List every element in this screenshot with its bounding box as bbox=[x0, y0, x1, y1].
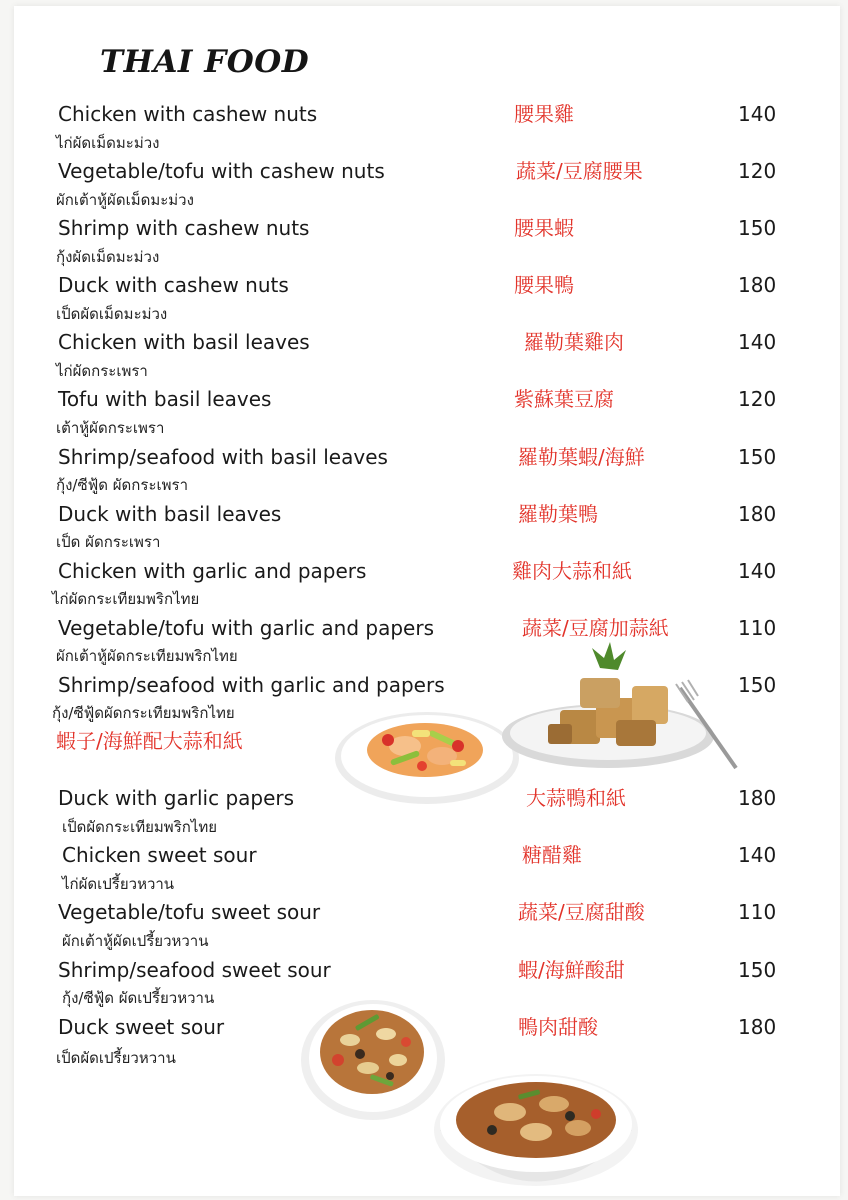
menu-title: THAI FOOD bbox=[100, 44, 310, 80]
item-name-en: Duck with garlic papers bbox=[58, 786, 295, 810]
item-name-en: Chicken with basil leaves bbox=[58, 330, 310, 354]
item-name-zh: 鴨肉甜酸 bbox=[518, 1015, 598, 1039]
item-price: 110 bbox=[738, 616, 777, 640]
item-price: 120 bbox=[738, 387, 777, 411]
item-price: 150 bbox=[738, 216, 777, 240]
item-name-zh: 糖醋雞 bbox=[522, 843, 582, 867]
item-name-en: Chicken sweet sour bbox=[62, 843, 257, 867]
item-name-zh: 羅勒葉雞肉 bbox=[524, 330, 624, 354]
item-name-zh: 蔬菜/豆腐加蒜紙 bbox=[522, 616, 669, 640]
item-name-en: Shrimp with cashew nuts bbox=[58, 216, 310, 240]
item-name-en: Chicken with garlic and papers bbox=[58, 559, 367, 583]
item-price: 150 bbox=[738, 958, 777, 982]
item-name-th: ผักเต้าหู้ผัดเม็ดมะม่วง bbox=[56, 191, 194, 209]
item-name-th: เป็ดผัดกระเทียมพริกไทย bbox=[62, 818, 218, 836]
item-name-th: เต้าหู้ผัดกระเพรา bbox=[56, 419, 165, 437]
item-price: 110 bbox=[738, 900, 777, 924]
item-name-zh: 腰果鴨 bbox=[514, 273, 574, 297]
item-name-en: Vegetable/tofu with garlic and papers bbox=[58, 616, 434, 640]
fried-tofu-photo bbox=[500, 640, 750, 775]
item-name-en: Shrimp/seafood with garlic and papers bbox=[58, 673, 445, 697]
item-name-zh: 羅勒葉鴨 bbox=[518, 502, 598, 526]
item-name-en: Vegetable/tofu sweet sour bbox=[58, 900, 321, 924]
chicken-stir-fry-bowl-photo bbox=[432, 1058, 640, 1196]
item-name-th: กุ้ง/ซีฟู้ด ผัดเปรี้ยวหวาน bbox=[62, 989, 215, 1007]
item-name-en: Duck sweet sour bbox=[58, 1015, 225, 1039]
item-name-th: ไก่ผัดกระเพรา bbox=[56, 362, 148, 380]
item-name-en: Duck with basil leaves bbox=[58, 502, 282, 526]
item-name-zh: 蔬菜/豆腐腰果 bbox=[516, 159, 643, 183]
item-name-zh: 雞肉大蒜和紙 bbox=[512, 559, 632, 583]
item-name-en: Shrimp/seafood sweet sour bbox=[58, 958, 331, 982]
item-name-zh: 蔬菜/豆腐甜酸 bbox=[518, 900, 645, 924]
item-price: 180 bbox=[738, 786, 777, 810]
item-name-en: Chicken with cashew nuts bbox=[58, 102, 318, 126]
item-price: 120 bbox=[738, 159, 777, 183]
item-name-th: กุ้ง/ซีฟู้ดผัดกระเทียมพริกไทย bbox=[52, 704, 235, 722]
item-name-zh: 羅勒葉蝦/海鮮 bbox=[518, 445, 645, 469]
item-name-en: Tofu with basil leaves bbox=[58, 387, 272, 411]
item-name-en: Vegetable/tofu with cashew nuts bbox=[58, 159, 385, 183]
item-name-th: ไก่ผัดเปรี้ยวหวาน bbox=[62, 875, 175, 893]
item-price: 140 bbox=[738, 843, 777, 867]
item-name-zh: 腰果蝦 bbox=[514, 216, 574, 240]
item-name-th: ไก่ผัดเม็ดมะม่วง bbox=[56, 134, 160, 152]
item-price: 140 bbox=[738, 330, 777, 354]
item-price: 140 bbox=[738, 559, 777, 583]
item-name-zh: 蝦/海鮮酸甜 bbox=[518, 958, 625, 982]
item-price: 150 bbox=[738, 445, 777, 469]
item-name-th: กุ้งผัดเม็ดมะม่วง bbox=[56, 248, 160, 266]
item-name-th: กุ้ง/ซีฟู้ด ผัดกระเพรา bbox=[56, 476, 188, 494]
item-name-th: ผักเต้าหู้ผัดเปรี้ยวหวาน bbox=[62, 932, 209, 950]
item-price: 180 bbox=[738, 273, 777, 297]
item-name-th: เป็ดผัดเปรี้ยวหวาน bbox=[56, 1049, 176, 1067]
item-name-zh: 腰果雞 bbox=[514, 102, 574, 126]
item-name-th: ผักเต้าหู้ผัดกระเทียมพริกไทย bbox=[56, 647, 238, 665]
item-price: 140 bbox=[738, 102, 777, 126]
cashew-stir-fry-photo bbox=[298, 990, 448, 1124]
item-name-zh: 紫蘇葉豆腐 bbox=[514, 387, 614, 411]
item-name-en: Shrimp/seafood with basil leaves bbox=[58, 445, 388, 469]
item-name-en: Duck with cashew nuts bbox=[58, 273, 289, 297]
item-price: 150 bbox=[738, 673, 777, 697]
item-price: 180 bbox=[738, 1015, 777, 1039]
item-name-zh: 蝦子/海鮮配大蒜和紙 bbox=[56, 729, 243, 753]
item-price: 180 bbox=[738, 502, 777, 526]
shrimp-sweet-sour-photo bbox=[330, 700, 524, 808]
item-name-zh: 大蒜鴨和紙 bbox=[526, 786, 626, 810]
item-name-th: ไก่ผัดกระเทียมพริกไทย bbox=[52, 590, 200, 608]
item-name-th: เป็ดผัดเม็ดมะม่วง bbox=[56, 305, 168, 323]
item-name-th: เป็ด ผัดกระเพรา bbox=[56, 533, 161, 551]
